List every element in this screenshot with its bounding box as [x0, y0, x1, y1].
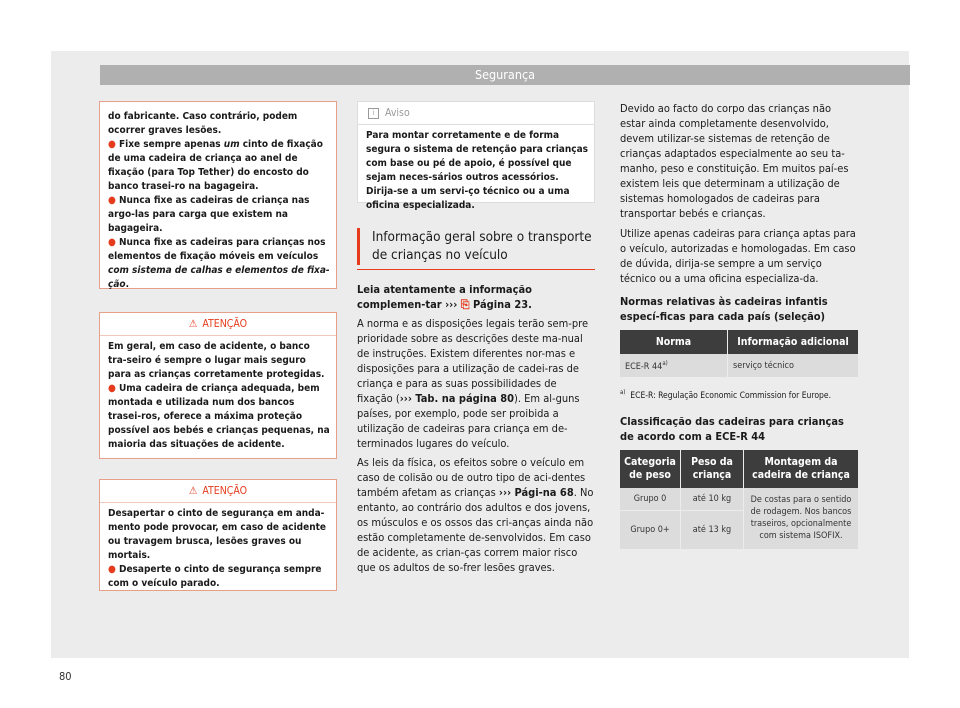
warning-triangle-icon: ⚠ — [188, 485, 198, 497]
continued-warning-box — [99, 101, 337, 289]
table-row: Grupo 0 até 10 kg De costas para o sentido de rodagem. Nos bancos traseiros, opcionalmente com sistema ISOFIX. — [620, 488, 858, 511]
notice-header: i Aviso — [358, 102, 594, 125]
paragraph: As leis da física, os efeitos sobre o veículo em caso de colisão ou de outro tipo de aci-dentes também afetam as crianças ››› Pági-na 68. No entanto, ao contrário dos adultos e dos jovens, os músculos e os ossos das cri-anças ainda não estão completamente de-senvolvidos. Em caso de acidente, as crian-ças correm maior risco que os adultos de so-frer lesões graves. — [357, 456, 594, 574]
notice-box — [357, 101, 595, 211]
bullet-item: ● Uma cadeira de criança adequada, bem montada e utilizada num dos bancos trasei-ros, oferece a máxima proteção possível aos bebés e crianças pequenas, na maioria das situações de acidente. — [108, 383, 330, 450]
book-icon: ⎘ — [460, 298, 470, 311]
footnote: $^{a)}$ ECE-R: Regulação Economic Commission for Europe. — [620, 389, 832, 401]
table-row: ECE-R 44$^{a)}$ serviço técnico — [620, 354, 858, 377]
header-title: Segurança — [474, 67, 536, 82]
bullet-icon: ● — [108, 237, 119, 248]
cross-ref-arrow: ››› — [445, 298, 458, 311]
norms-table — [620, 330, 858, 377]
section-header — [100, 65, 910, 85]
section-title: Informação geral sobre o transporte de crianças no veículo — [357, 228, 595, 265]
table-header-row: Norma Informação adicional — [620, 330, 858, 354]
table-row: Grupo 0+ até 13 kg — [620, 510, 858, 549]
bullet-icon: ● — [108, 139, 119, 150]
classification-table — [620, 450, 858, 549]
warning-header: ⚠ ATENÇÃO — [100, 480, 336, 503]
warning-text: Desapertar o cinto de segurança em anda-mento pode provocar, em caso de acidente ou travagem brusca, lesões graves ou mortais. — [108, 508, 327, 561]
bullet-item: ● Fixe sempre apenas um cinto de fixação de uma cadeira de criança ao anel de fixação (para Top Tether) do encosto do banco trasei-ro na bagageira. — [108, 139, 323, 192]
bullet-icon: ● — [108, 383, 119, 394]
warning-header: ⚠ ATENÇÃO — [100, 313, 336, 336]
page — [51, 51, 909, 683]
table-title: Normas relativas às cadeiras infantis especí-ficas para cada país (seleção) — [620, 295, 828, 323]
warning-box-2 — [99, 479, 337, 591]
left-column — [99, 101, 337, 591]
lead-paragraph: Leia atentamente a informação complemen-tar ››› ⎘ Página 23. — [357, 283, 532, 311]
info-icon: i — [368, 108, 379, 119]
right-column — [620, 101, 858, 549]
bullet-item: ● Desaperte o cinto de segurança sempre com o veículo parado. — [108, 564, 322, 589]
middle-column — [357, 101, 595, 575]
middle-body — [357, 282, 595, 575]
page-link[interactable]: Página 23 — [473, 298, 529, 311]
bullet-item: ● Nunca fixe as cadeiras para crianças nos elementos de fixação móveis em veículos com sistema de calhas e elementos de fixa-ção. — [108, 237, 330, 290]
table-header-row: Categoria de peso Peso da criança Montagem da cadeira de criança — [620, 450, 858, 488]
paragraph: Devido ao facto do corpo das crianças não estar ainda completamente desenvolvido, devem utilizar-se sistemas de retenção de crianças adaptados especialmente ao seu ta-manho, peso e constituição. Em muitos paí-es existem leis que determinam a utilização de sistemas homologados de cadeiras para transportar bebés e crianças. — [620, 102, 849, 220]
paragraph: Utilize apenas cadeiras para criança aptas para o veículo, autorizadas e homologadas. Em caso de dúvida, dirija-se sempre a um serviço técnico ou a uma oficina especializa-da. — [620, 227, 856, 285]
section-divider — [357, 269, 595, 270]
bullet-item: ● Nunca fixe as cadeiras de criança nas argo-las para carga que existem na bagageira. — [108, 195, 310, 234]
paragraph: A norma e as disposições legais terão sem-pre prioridade sobre as descrições deste ma-nual de instruções. Existem diferentes nor-mas e disposições para a utilização de cadei-ras de criança e para as suas possibilidades de fixação (››› Tab. na página 80). Em al-guns países, por exemplo, pode ser proibida a utilização de cadeiras para criança em de-terminados lugares do veículo. — [357, 317, 589, 450]
bullet-icon: ● — [108, 195, 119, 206]
page-link[interactable]: ››› Pági-na 68 — [498, 486, 574, 499]
notice-text: Para montar corretamente e de forma segura o sistema de retenção para crianças com base ou pé de apoio, é possível que sejam neces-sários outros acessórios. Dirija-se a um servi-ço técnico ou a uma oficina especializada. — [366, 130, 589, 211]
warning-triangle-icon: ⚠ — [188, 318, 198, 330]
table-title: Classificação das cadeiras para crianças de acordo com a ECE-R 44 — [620, 414, 844, 443]
page-number: 80 — [59, 670, 72, 683]
bullet-icon: ● — [108, 564, 119, 575]
warning-box-1 — [99, 312, 337, 459]
warning-text: Em geral, em caso de acidente, o banco tra-seiro é sempre o lugar mais seguro para as crianças corretamente protegidas. — [108, 341, 325, 380]
continued-text: do fabricante. Caso contrário, podem ocorrer graves lesões. ● Fixe sempre apenas um cinto de fixação de uma cadeira de criança ao anel de fixação (para Top Tether) do encosto do banco trasei-ro na bagageira. ● Nunca fixe as cadeiras de criança nas argo-las para carga que existem na bagageira. ● Nunca fixe as cadeiras para crianças nos elementos de fixação móveis em veículos com sistema de calhas e elementos de fixa-ção. — [108, 111, 330, 290]
table-link[interactable]: ››› Tab. na página 80 — [399, 392, 515, 405]
